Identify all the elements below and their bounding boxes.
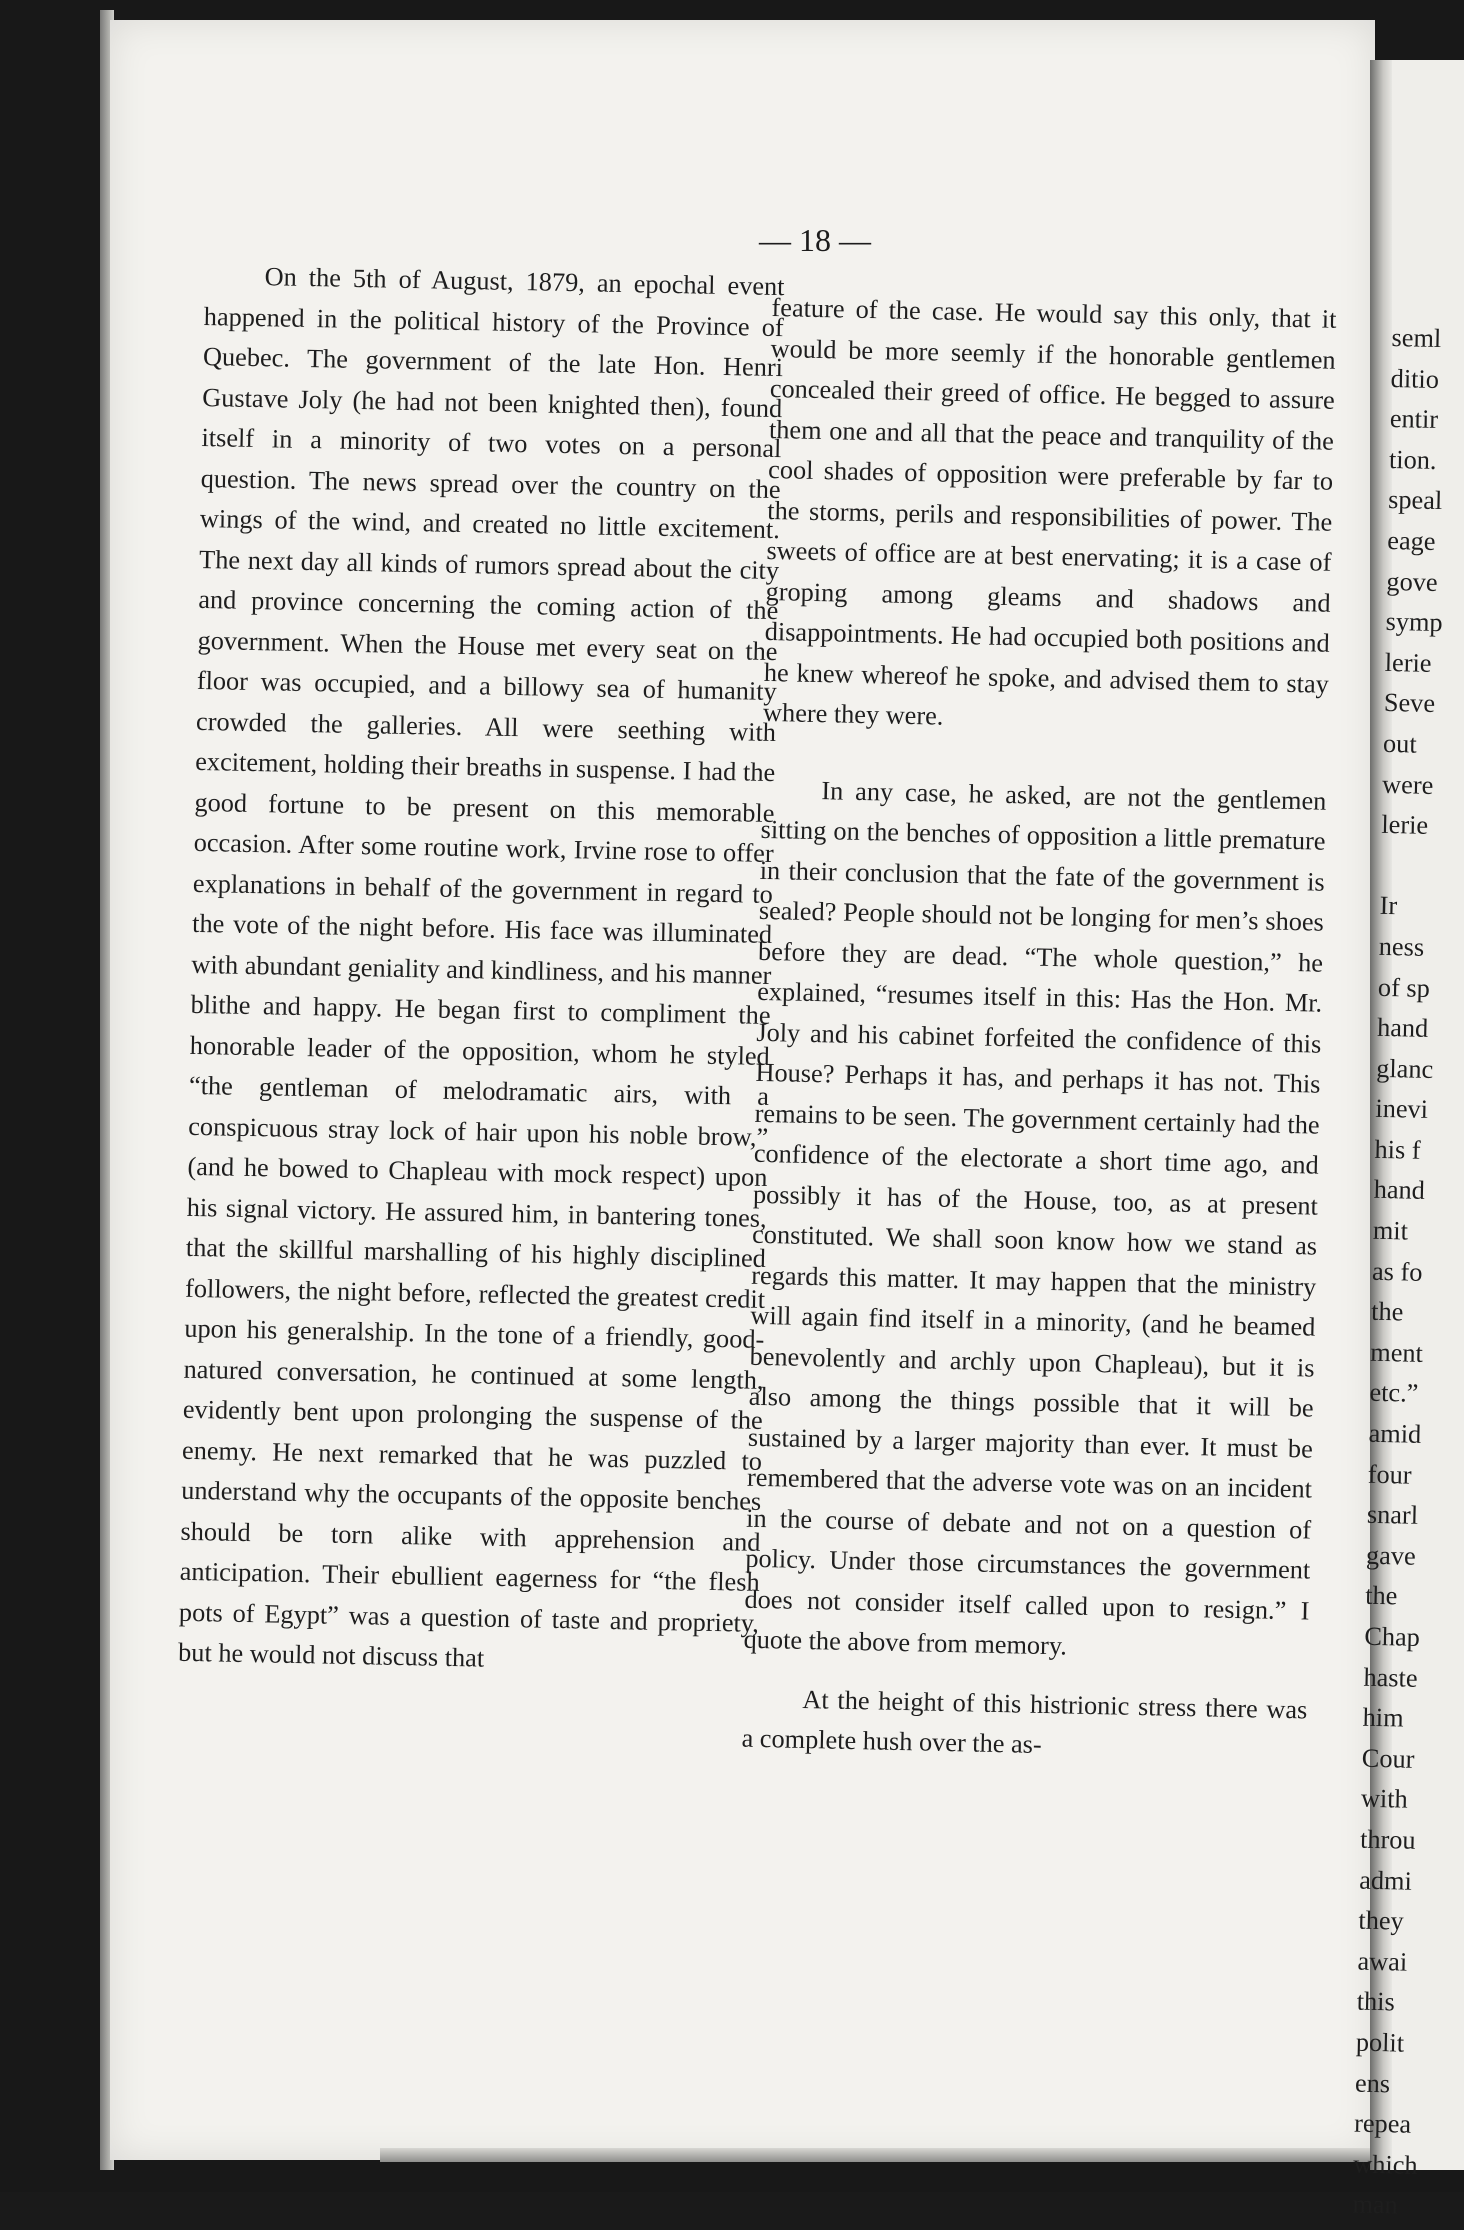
facing-page-line: inevi	[1375, 1094, 1429, 1125]
facing-page-line: ment	[1370, 1337, 1424, 1368]
facing-page-line: lerie	[1384, 647, 1432, 678]
paragraph: In any case, he asked, are not the gentlemen sitting on the benches of opposition a little premature in their conclusion that the fate of the government is sealed? People should not be longing for men’s shoes before they are dead. “The whole question,” he explained, “resumes itself in this: Has the Hon. Mr. Joly and his cabinet forfeited the confidence of this House? Perhaps it has, and perhaps it has not. This remains to be seen. The government certainly had the confidence of the electorate a short time ago, and possibly it has of the House, too, as at present constituted. We shall soon know how we stand as regards this matter. It may happen that the ministry will again find itself in a minority, (and he beamed benevolently and archly upon Chapleau), but it is also among the things possible that it will be sustained by a larger majority than ever. It must be remembered that the adverse vote was on an incident in the course of debate and not on a question of policy. Under those circumstances the government does not consider itself called upon to resign.” I quote the above from memory.	[743, 775, 1327, 1661]
facing-page-line: as fo	[1371, 1256, 1423, 1287]
facing-page-line: lerie	[1381, 810, 1429, 840]
facing-page-line: mit	[1372, 1215, 1409, 1246]
facing-page-line: ditio	[1390, 363, 1440, 394]
facing-page-line: symp	[1385, 607, 1443, 638]
facing-page-line: etc.”	[1369, 1378, 1419, 1409]
facing-page-line: polit	[1355, 2027, 1405, 2058]
page-number: — 18 —	[759, 222, 871, 258]
paragraph: feature of the case. He would say this only, that it would be more seemly if the honorable gentlemen concealed their greed of office. He begged to assure them one and all that the peace and tranquility of the cool shades of opposition were preferable by far to the storms, perils and responsibilities of power. The sweets of office are at best enervating; it is a case of groping among gleams and shadows and disappointments. He had occupied both positions and he knew whereof he spoke, and advised them to stay where they were.	[762, 292, 1337, 731]
facing-page-line: seml	[1391, 322, 1442, 354]
facing-page-line: eage	[1387, 525, 1436, 556]
facing-page-line: were	[1381, 769, 1434, 800]
facing-page-line: him	[1362, 1702, 1404, 1733]
facing-page-line: entir	[1389, 404, 1439, 435]
facing-page-line: this	[1356, 1986, 1396, 2017]
facing-page-line: which	[1353, 2149, 1418, 2180]
facing-page-line: Chap	[1364, 1621, 1421, 1652]
facing-page-line: the	[1370, 1297, 1404, 1327]
facing-page-line: gove	[1386, 566, 1438, 597]
left-text-column	[178, 256, 785, 1684]
facing-page-line: the	[1364, 1581, 1398, 1611]
facing-page-line: haste	[1363, 1662, 1418, 1693]
facing-page-line: they	[1358, 1905, 1405, 1936]
facing-page-line: hand	[1376, 1012, 1429, 1044]
facing-page-line: speal	[1387, 485, 1443, 516]
facing-page-line: of sp	[1377, 972, 1431, 1003]
facing-page-line: snarl	[1366, 1499, 1419, 1531]
facing-page-line: awai	[1357, 1946, 1408, 1977]
facing-page-line: Seve	[1383, 688, 1436, 719]
facing-page-line: man	[1352, 2189, 1399, 2220]
facing-page-line: his f	[1374, 1134, 1421, 1165]
facing-page-line: gave	[1365, 1540, 1417, 1571]
paragraph-gap	[1380, 846, 1464, 891]
facing-page-line: admi	[1358, 1865, 1413, 1896]
facing-page-line: amid	[1368, 1418, 1422, 1449]
page-bottom-edge	[380, 2148, 1370, 2162]
facing-page-line: out	[1382, 728, 1417, 759]
right-text-column	[741, 288, 1337, 1771]
facing-page-line: tion.	[1388, 444, 1437, 475]
facing-page-line: hand	[1373, 1175, 1426, 1206]
facing-page-line: with	[1360, 1784, 1409, 1815]
facing-page-line: Ir	[1379, 891, 1398, 921]
paragraph: At the height of this histrionic stress there was a complete hush over the as-	[741, 1684, 1308, 1759]
facing-page-line: repea	[1353, 2108, 1412, 2139]
facing-page-line: ness	[1378, 931, 1425, 962]
facing-page-line: four	[1367, 1459, 1412, 1490]
facing-page-line: glanc	[1375, 1053, 1434, 1084]
facing-page-line: ens	[1354, 2068, 1391, 2098]
facing-page-line: throu	[1359, 1824, 1416, 1855]
paragraph: On the 5th of August, 1879, an epochal event happened in the political history of the Province of Quebec. The government of the late Hon. Henri Gustave Joly (he had not been knighted then), found itself in a minority of two votes on a personal question. The news spread over the country on the wings of the wind, and created no little excitement. The next day all kinds of rumors spread about the city and province concerning the coming action of the government. When the House met every seat on the floor was occupied, and a billowy sea of humanity crowded the galleries. All were seething with excitement, holding their breaths in suspense. I had the good fortune to be present on this memorable occasion. After some routine work, Irvine rose to offer explanations in behalf of the government in regard to the vote of the night before. His face was illuminated with abundant geniality and kindliness, and his manner blithe and happy. He began first to compliment the honorable leader of the opposition, whom he styled “the gentleman of melodramatic airs, with a conspicuous stray lock of hair upon his noble brow,” (and he bowed to Chapleau with mock respect) upon his signal victory. He assured him, in bantering tones, that the skillful marshalling of his highly disciplined followers, the night before, reflected the greatest credit upon his generalship. In the tone of a friendly, good-natured conversation, he continued at some length, evidently bent upon prolonging the suspense of the enemy. He next remarked that he was puzzled to understand why the occupants of the opposite benches should be torn alike with apprehension and anticipation. Their ebullient eagerness for “the flesh pots of Egypt” was a question of taste and propriety, but he would not discuss that	[177, 262, 785, 1673]
facing-page-line: Cour	[1361, 1743, 1415, 1774]
